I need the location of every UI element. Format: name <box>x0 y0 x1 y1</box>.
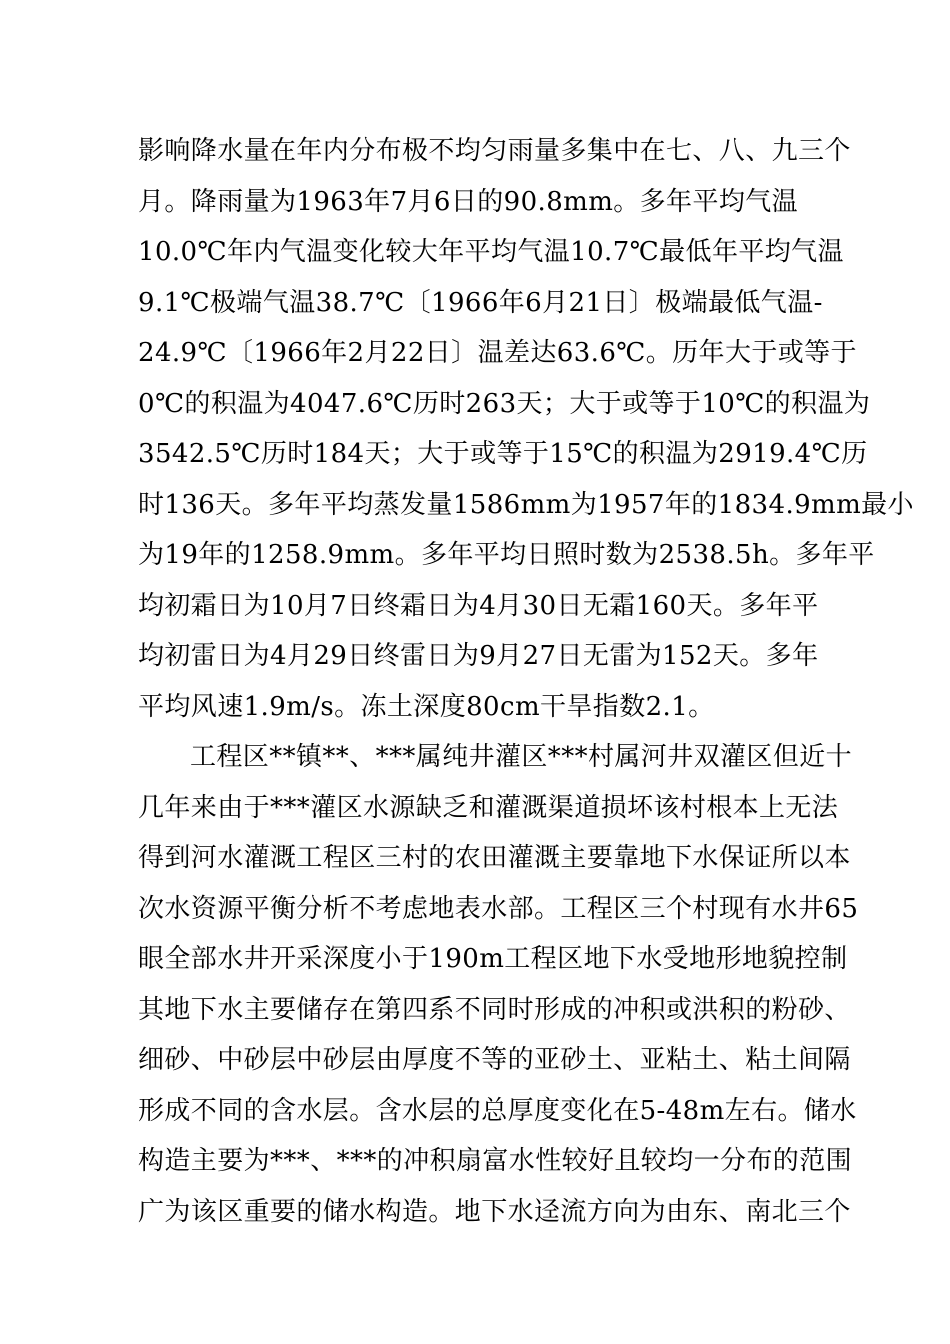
text-line: 工程区**镇**、***属纯井灌区***村属河井双灌区但近十 <box>190 742 853 772</box>
text-line: 眼全部水井开采深度小于190m工程区地下水受地形地貌控制 <box>138 944 848 974</box>
text-line: 构造主要为***、***的冲积扇富水性较好且较均一分布的范围 <box>138 1146 853 1176</box>
text-line: 次水资源平衡分析不考虑地表水部。工程区三个村现有水井65 <box>138 893 859 924</box>
text-line: 平均风速1.9m/s。冻土深度80cm干旱指数2.1。 <box>138 691 715 722</box>
text-line: 0℃的积温为4047.6℃历时263天；大于或等于10℃的积温为 <box>138 388 871 419</box>
text-line: 几年来由于***灌区水源缺乏和灌溉渠道损坏该村根本上无法 <box>138 792 839 823</box>
text-line: 得到河水灌溉工程区三村的农田灌溉主要靠地下水保证所以本 <box>138 843 851 873</box>
text-line: 10.0℃年内气温变化较大年平均气温10.7℃最低年平均气温 <box>138 237 844 267</box>
text-line: 均初雷日为4月29日终雷日为9月27日无雷为152天。多年 <box>138 641 819 671</box>
paragraph-climate <box>138 126 914 732</box>
text-line: 9.1℃极端气温38.7℃〔1966年6月21日〕极端最低气温- <box>138 287 823 318</box>
text-line: 影响降水量在年内分布极不均匀雨量多集中在七、八、九三个 <box>138 136 851 166</box>
text-line: 细砂、中砂层中砂层由厚度不等的亚砂土、亚粘土、粘土间隔 <box>138 1045 851 1075</box>
paragraph-groundwater <box>138 732 859 1237</box>
text-line: 月。降雨量为1963年7月6日的90.8mm。多年平均气温 <box>138 186 799 217</box>
text-line: 均初霜日为10月7日终霜日为4月30日无霜160天。多年平 <box>138 590 819 621</box>
text-line: 为19年的1258.9mm。多年平均日照时数为2538.5h。多年平 <box>138 540 875 570</box>
text-line: 形成不同的含水层。含水层的总厚度变化在5-48m左右。储水 <box>138 1095 857 1126</box>
text-line: 广为该区重要的储水构造。地下水迳流方向为由东、南北三个 <box>138 1196 851 1227</box>
text-line: 24.9℃〔1966年2月22日〕温差达63.6℃。历年大于或等于 <box>138 338 857 368</box>
text-line: 其地下水主要储存在第四系不同时形成的冲积或洪积的粉砂、 <box>138 994 851 1025</box>
text-line: 3542.5℃历时184天；大于或等于15℃的积温为2919.4℃历 <box>138 439 868 469</box>
body-text <box>138 126 914 1237</box>
text-line: 时136天。多年平均蒸发量1586mm为1957年的1834.9mm最小 <box>138 489 914 520</box>
